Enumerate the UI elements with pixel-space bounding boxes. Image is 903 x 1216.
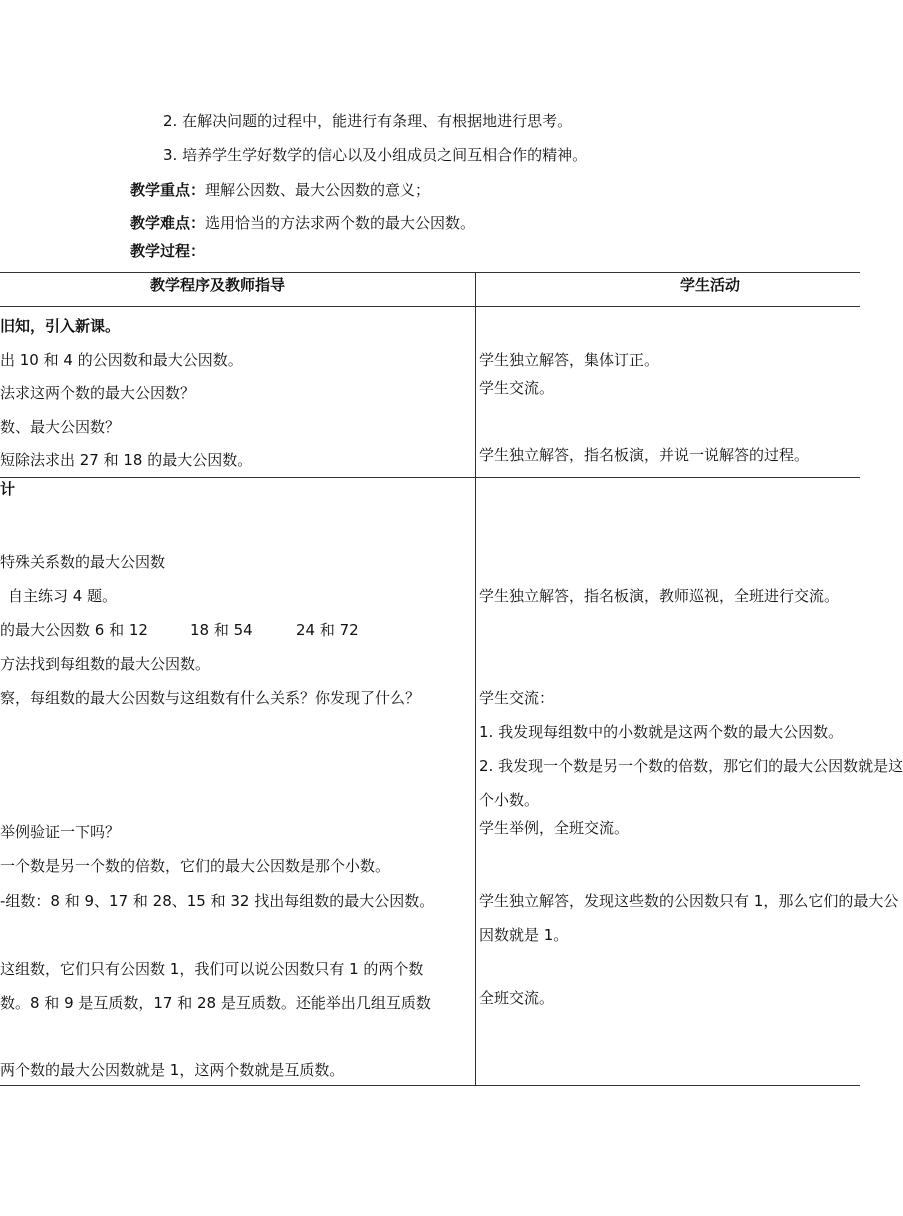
design-title: 计 (0, 480, 16, 498)
student-line: 学生举例，全班交流。 (479, 819, 630, 837)
teacher-line: 两个数的最大公因数就是 1，这两个数就是互质数。 (0, 1061, 345, 1079)
student-line: 学生交流： (479, 689, 555, 707)
teacher-line: 的最大公因数 6 和 12 (0, 621, 148, 639)
student-line: 1. 我发现每组数中的小数就是这两个数的最大公因数。 (479, 723, 844, 741)
teacher-line: 18 和 54 (190, 621, 253, 639)
key-point-label: 教学重点： (130, 181, 206, 199)
teacher-line: 这组数，它们只有公因数 1，我们可以说公因数只有 1 的两个数 (0, 960, 424, 978)
teacher-line: 举例验证一下吗？ (0, 823, 121, 841)
teacher-line: 短除法求出 27 和 18 的最大公因数。 (0, 451, 253, 469)
key-point-text: 理解公因数、最大公因数的意义； (205, 181, 431, 199)
student-line: 学生独立解答，集体订正。 (479, 351, 660, 369)
student-line: 因数就是 1。 (479, 926, 569, 944)
teacher-line: 数、最大公因数？ (0, 418, 121, 436)
header-teacher: 教学程序及教师指导 (150, 276, 286, 294)
teacher-column (0, 307, 475, 1085)
header-student: 学生活动 (680, 276, 741, 294)
teacher-line: 数。8 和 9 是互质数，17 和 28 是互质数。还能举出几组互质数 (0, 994, 431, 1012)
teacher-line: 特殊关系数的最大公因数 (0, 553, 166, 571)
student-line: 学生独立解答，指名板演，教师巡视，全班进行交流。 (479, 587, 840, 605)
teacher-line: 法求这两个数的最大公因数？ (0, 384, 196, 402)
student-line: 全班交流。 (479, 989, 555, 1007)
student-line: 2. 我发现一个数是另一个数的倍数，那它们的最大公因数就是这 (479, 757, 903, 775)
student-column (477, 307, 903, 1085)
table-bottom-border (0, 1085, 860, 1086)
table-top-border (0, 272, 860, 273)
review-title: 旧知，引入新课。 (0, 317, 121, 335)
teacher-line: 24 和 72 (296, 621, 359, 639)
student-line: 学生独立解答，发现这些数的公因数只有 1，那么它们的最大公 (479, 892, 899, 910)
table-column-divider (475, 272, 476, 1086)
difficult-point (130, 213, 475, 233)
teacher-line: 一个数是另一个数的倍数，它们的最大公因数是那个小数。 (0, 857, 391, 875)
student-line: 个小数。 (479, 791, 540, 809)
goal-2: 2. 在解决问题的过程中，能进行有条理、有根据地进行思考。 (163, 112, 573, 130)
student-line: 学生交流。 (479, 379, 555, 397)
difficult-point-label: 教学难点： (130, 214, 206, 232)
difficult-point-text: 选用恰当的方法求两个数的最大公因数。 (205, 214, 476, 232)
teacher-line: 方法找到每组数的最大公因数。 (0, 655, 211, 673)
process-label: 教学过程： (130, 242, 206, 260)
teacher-line: 自主练习 4 题。 (8, 587, 118, 605)
teacher-line: -组数：8 和 9、17 和 28、15 和 32 找出每组数的最大公因数。 (0, 892, 435, 910)
teacher-line: 出 10 和 4 的公因数和最大公因数。 (0, 351, 243, 369)
key-point (130, 180, 430, 200)
goal-3: 3. 培养学生学好数学的信心以及小组成员之间互相合作的精神。 (163, 146, 588, 164)
teacher-line: 察，每组数的最大公因数与这组数有什么关系？你发现了什么？ (0, 689, 421, 707)
student-line: 学生独立解答，指名板演，并说一说解答的过程。 (479, 446, 810, 464)
